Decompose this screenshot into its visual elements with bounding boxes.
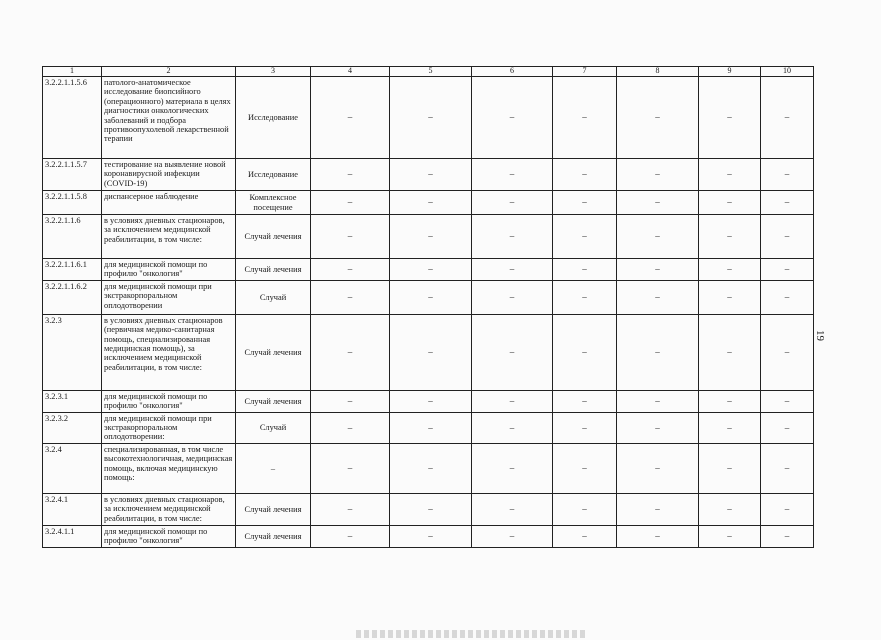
row-value: –	[617, 191, 699, 215]
data-table	[42, 66, 814, 548]
row-value: –	[699, 412, 761, 443]
row-value: –	[699, 259, 761, 281]
row-value: –	[617, 159, 699, 191]
row-value: –	[553, 525, 617, 547]
header-cell: 9	[699, 67, 761, 77]
row-code: 3.2.3.2	[43, 412, 102, 443]
header-cell: 5	[390, 67, 472, 77]
row-name: специализированная, в том числе высокотехнологичная, медицинская помощь, включая медицинскую помощь:	[102, 443, 236, 493]
row-value: –	[699, 493, 761, 525]
row-value: –	[553, 493, 617, 525]
row-value: –	[390, 77, 472, 159]
row-value: –	[472, 215, 553, 259]
row-value: –	[390, 259, 472, 281]
row-unit: Комплексное посещение	[236, 191, 311, 215]
row-name: для медицинской помощи по профилю "онкология"	[102, 259, 236, 281]
row-value: –	[553, 314, 617, 390]
table-row	[43, 412, 814, 443]
row-name: для медицинской помощи по профилю "онкология"	[102, 390, 236, 412]
row-value: –	[699, 390, 761, 412]
row-value: –	[617, 77, 699, 159]
row-code: 3.2.4.1.1	[43, 525, 102, 547]
row-code: 3.2.3.1	[43, 390, 102, 412]
row-value: –	[472, 159, 553, 191]
row-unit: Случай лечения	[236, 314, 311, 390]
row-value: –	[761, 412, 814, 443]
row-value: –	[553, 280, 617, 314]
row-value: –	[699, 215, 761, 259]
footer-stamp	[356, 630, 586, 638]
table-row	[43, 215, 814, 259]
row-value: –	[390, 443, 472, 493]
row-value: –	[311, 215, 390, 259]
row-value: –	[311, 77, 390, 159]
row-value: –	[390, 215, 472, 259]
row-value: –	[472, 77, 553, 159]
row-value: –	[553, 77, 617, 159]
header-cell: 8	[617, 67, 699, 77]
row-value: –	[617, 390, 699, 412]
row-value: –	[472, 314, 553, 390]
row-unit: Исследование	[236, 77, 311, 159]
page-number: 19	[814, 330, 826, 341]
row-value: –	[472, 443, 553, 493]
table-row	[43, 159, 814, 191]
row-name: патолого-анатомическое исследование биопсийного (операционного) материала в целях диагностики онкологических заболеваний и подбора противоопухолевой лекарственной терапии	[102, 77, 236, 159]
row-value: –	[553, 259, 617, 281]
row-value: –	[699, 191, 761, 215]
row-value: –	[553, 215, 617, 259]
row-value: –	[390, 390, 472, 412]
row-unit: Случай лечения	[236, 259, 311, 281]
row-name: для медицинской помощи при экстракорпоральном оплодотворении	[102, 280, 236, 314]
row-value: –	[617, 280, 699, 314]
row-value: –	[761, 525, 814, 547]
row-name: тестирование на выявление новой коронавирусной инфекции (COVID-19)	[102, 159, 236, 191]
table-row	[43, 314, 814, 390]
row-value: –	[761, 159, 814, 191]
row-value: –	[699, 314, 761, 390]
row-unit: Случай лечения	[236, 525, 311, 547]
row-name: для медицинской помощи по профилю "онкология"	[102, 525, 236, 547]
table-row	[43, 77, 814, 159]
row-value: –	[311, 443, 390, 493]
table-row	[43, 191, 814, 215]
row-unit: Случай лечения	[236, 493, 311, 525]
row-value: –	[761, 390, 814, 412]
row-value: –	[472, 280, 553, 314]
row-unit: Случай лечения	[236, 215, 311, 259]
table-body	[43, 67, 814, 548]
row-unit: Исследование	[236, 159, 311, 191]
row-value: –	[761, 493, 814, 525]
row-value: –	[472, 412, 553, 443]
row-value: –	[553, 159, 617, 191]
table-row	[43, 390, 814, 412]
header-cell: 2	[102, 67, 236, 77]
table-row	[43, 443, 814, 493]
row-value: –	[390, 191, 472, 215]
row-value: –	[761, 314, 814, 390]
row-value: –	[553, 412, 617, 443]
row-value: –	[311, 191, 390, 215]
header-cell: 10	[761, 67, 814, 77]
table-row	[43, 493, 814, 525]
row-value: –	[390, 412, 472, 443]
row-unit: –	[236, 443, 311, 493]
row-value: –	[617, 215, 699, 259]
row-value: –	[553, 443, 617, 493]
row-value: –	[390, 314, 472, 390]
row-value: –	[761, 259, 814, 281]
header-row	[43, 67, 814, 77]
row-name: для медицинской помощи при экстракорпоральном оплодотворении:	[102, 412, 236, 443]
row-name: в условиях дневных стационаров, за исключением медицинской реабилитации, в том числе:	[102, 215, 236, 259]
row-code: 3.2.2.1.1.5.8	[43, 191, 102, 215]
row-value: –	[617, 493, 699, 525]
row-value: –	[472, 191, 553, 215]
table-row	[43, 259, 814, 281]
row-value: –	[699, 159, 761, 191]
row-value: –	[390, 280, 472, 314]
row-value: –	[761, 215, 814, 259]
header-cell: 4	[311, 67, 390, 77]
row-value: –	[699, 525, 761, 547]
row-code: 3.2.2.1.1.5.7	[43, 159, 102, 191]
row-code: 3.2.4.1	[43, 493, 102, 525]
header-cell: 6	[472, 67, 553, 77]
row-value: –	[761, 280, 814, 314]
row-value: –	[390, 493, 472, 525]
table-row	[43, 280, 814, 314]
row-value: –	[472, 525, 553, 547]
row-value: –	[553, 390, 617, 412]
row-name: диспансерное наблюдение	[102, 191, 236, 215]
row-value: –	[472, 390, 553, 412]
row-value: –	[553, 191, 617, 215]
row-name: в условиях дневных стационаров, за исключением медицинской реабилитации, в том числе:	[102, 493, 236, 525]
row-code: 3.2.2.1.1.6	[43, 215, 102, 259]
header-cell: 7	[553, 67, 617, 77]
row-unit: Случай	[236, 412, 311, 443]
row-value: –	[472, 493, 553, 525]
row-value: –	[761, 191, 814, 215]
row-value: –	[390, 159, 472, 191]
row-value: –	[699, 280, 761, 314]
header-cell: 1	[43, 67, 102, 77]
row-value: –	[311, 412, 390, 443]
header-cell: 3	[236, 67, 311, 77]
row-code: 3.2.2.1.1.5.6	[43, 77, 102, 159]
row-value: –	[699, 77, 761, 159]
row-value: –	[311, 314, 390, 390]
row-value: –	[311, 280, 390, 314]
row-value: –	[617, 314, 699, 390]
row-value: –	[311, 159, 390, 191]
table-row	[43, 525, 814, 547]
row-code: 3.2.2.1.1.6.1	[43, 259, 102, 281]
row-value: –	[761, 77, 814, 159]
row-code: 3.2.2.1.1.6.2	[43, 280, 102, 314]
row-value: –	[311, 390, 390, 412]
row-value: –	[311, 525, 390, 547]
row-value: –	[311, 259, 390, 281]
row-unit: Случай	[236, 280, 311, 314]
row-unit: Случай лечения	[236, 390, 311, 412]
row-value: –	[761, 443, 814, 493]
row-value: –	[617, 525, 699, 547]
row-code: 3.2.4	[43, 443, 102, 493]
row-value: –	[390, 525, 472, 547]
row-name: в условиях дневных стационаров (первичная медико-санитарная помощь, специализированная медицинская помощь), за исключением медицинской реабилитации, в том числе:	[102, 314, 236, 390]
row-value: –	[311, 493, 390, 525]
row-code: 3.2.3	[43, 314, 102, 390]
row-value: –	[472, 259, 553, 281]
row-value: –	[617, 412, 699, 443]
row-value: –	[617, 443, 699, 493]
row-value: –	[617, 259, 699, 281]
row-value: –	[699, 443, 761, 493]
